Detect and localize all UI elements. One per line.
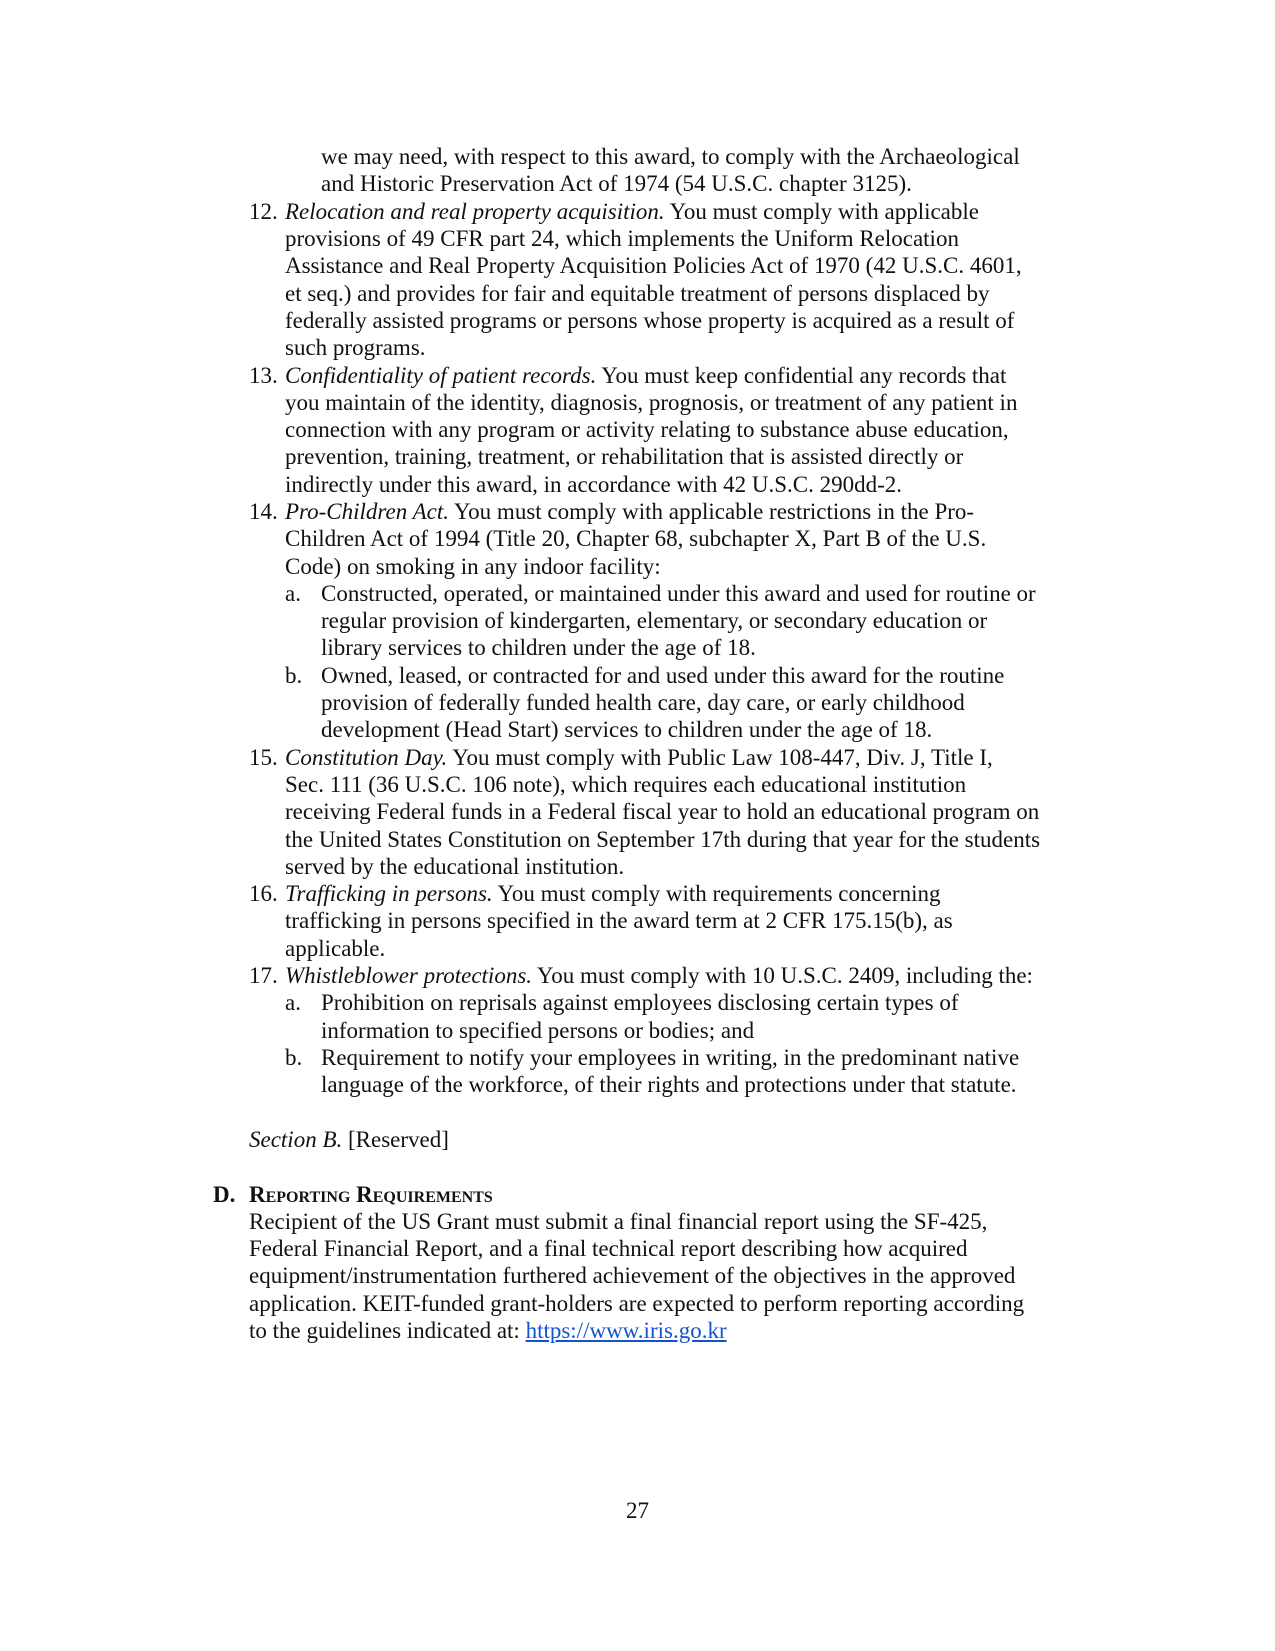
section-d-line: Recipient of the US Grant must submit a final financial report using the SF-425, — [249, 1209, 988, 1234]
subitem-line: Constructed, operated, or maintained under this award and used for routine or — [321, 581, 1036, 606]
item-line: Sec. 111 (36 U.S.C. 106 note), which requires each educational institution — [285, 772, 967, 797]
item-number: 17. — [249, 963, 278, 988]
item-line: indirectly under this award, in accordance with 42 U.S.C. 290dd-2. — [285, 472, 903, 497]
item-first-line — [285, 962, 1033, 990]
subitem-line: Prohibition on reprisals against employees disclosing certain types of — [321, 990, 959, 1015]
section-d-line: Federal Financial Report, and a final technical report describing how acquired — [249, 1236, 968, 1261]
subitem-letter: b. — [285, 1045, 303, 1070]
section-d-letter: D. — [213, 1182, 236, 1207]
section-b-text: [Reserved] — [342, 1127, 449, 1152]
item-title: Relocation and real property acquisition. — [285, 199, 665, 224]
item-line: served by the educational institution. — [285, 854, 625, 879]
item-line: applicable. — [285, 936, 386, 961]
item-line: you maintain of the identity, diagnosis, prognosis, or treatment of any patient in — [285, 390, 1018, 415]
item-number: 16. — [249, 881, 278, 906]
item-line: Children Act of 1994 (Title 20, Chapter 68, subchapter X, Part B of the U.S. — [285, 526, 987, 551]
item-text: You must comply with 10 U.S.C. 2409, including the: — [532, 963, 1033, 988]
item-first-line — [285, 198, 979, 226]
item-text: You must comply with requirements concerning — [492, 881, 941, 906]
subitem-line: Requirement to notify your employees in writing, in the predominant native — [321, 1045, 1020, 1070]
item-number: 13. — [249, 363, 278, 388]
item-text: You must keep confidential any records that — [596, 363, 1007, 388]
section-d-heading: Reporting Requirements — [249, 1182, 493, 1207]
item-line: federally assisted programs or persons whose property is acquired as a result of — [285, 308, 1015, 333]
item-first-line — [285, 498, 974, 526]
subitem-line: provision of federally funded health care, day care, or early childhood — [321, 690, 965, 715]
item-line: et seq.) and provides for fair and equitable treatment of persons displaced by — [285, 281, 990, 306]
item-first-line — [285, 362, 1006, 390]
subitem-line: Owned, leased, or contracted for and used under this award for the routine — [321, 663, 1005, 688]
item-first-line — [285, 744, 993, 772]
item-line: Code) on smoking in any indoor facility: — [285, 554, 661, 579]
item-text: You must comply with Public Law 108-447, Div. J, Title I, — [447, 745, 993, 770]
item-line: the United States Constitution on September 17th during that year for the students — [285, 827, 1041, 852]
section-d-last-line — [249, 1317, 727, 1345]
section-d-text: to the guidelines indicated at: — [249, 1318, 526, 1343]
item-title: Pro-Children Act. — [285, 499, 449, 524]
section-d-line: application. KEIT-funded grant-holders are expected to perform reporting according — [249, 1291, 1025, 1316]
subitem-line: library services to children under the age of 18. — [321, 635, 756, 660]
subitem-line: development (Head Start) services to children under the age of 18. — [321, 717, 933, 742]
iris-link[interactable]: https://www.iris.go.kr — [525, 1318, 727, 1343]
item-first-line — [285, 880, 940, 908]
item-number: 15. — [249, 745, 278, 770]
subitem-line: regular provision of kindergarten, elementary, or secondary education or — [321, 608, 988, 633]
intro-line: and Historic Preservation Act of 1974 (54 U.S.C. chapter 3125). — [321, 171, 912, 196]
item-line: such programs. — [285, 335, 426, 360]
item-title: Whistleblower protections. — [285, 963, 533, 988]
item-line: trafficking in persons specified in the award term at 2 CFR 175.15(b), as — [285, 908, 953, 933]
item-line: provisions of 49 CFR part 24, which implements the Uniform Relocation — [285, 226, 959, 251]
intro-line: we may need, with respect to this award, to comply with the Archaeological — [321, 144, 1020, 169]
item-title: Constitution Day. — [285, 745, 448, 770]
subitem-line: information to specified persons or bodies; and — [321, 1018, 755, 1043]
section-b — [249, 1126, 449, 1154]
page-number: 27 — [626, 1498, 649, 1523]
item-line: prevention, training, treatment, or rehabilitation that is assisted directly or — [285, 444, 964, 469]
subitem-line: language of the workforce, of their rights and protections under that statute. — [321, 1072, 1017, 1097]
item-text: You must comply with applicable restrictions in the Pro- — [448, 499, 975, 524]
subitem-letter: b. — [285, 663, 303, 688]
item-line: receiving Federal funds in a Federal fiscal year to hold an educational program on — [285, 799, 1040, 824]
section-d-line: equipment/instrumentation furthered achievement of the objectives in the approved — [249, 1263, 1016, 1288]
item-number: 12. — [249, 199, 278, 224]
item-text: You must comply with applicable — [664, 199, 979, 224]
section-b-title: Section B. — [249, 1127, 343, 1152]
item-line: connection with any program or activity relating to substance abuse education, — [285, 417, 1009, 442]
subitem-letter: a. — [285, 581, 301, 606]
item-line: Assistance and Real Property Acquisition Policies Act of 1970 (42 U.S.C. 4601, — [285, 253, 1022, 278]
item-number: 14. — [249, 499, 278, 524]
item-title: Confidentiality of patient records. — [285, 363, 597, 388]
item-title: Trafficking in persons. — [285, 881, 493, 906]
subitem-letter: a. — [285, 990, 301, 1015]
